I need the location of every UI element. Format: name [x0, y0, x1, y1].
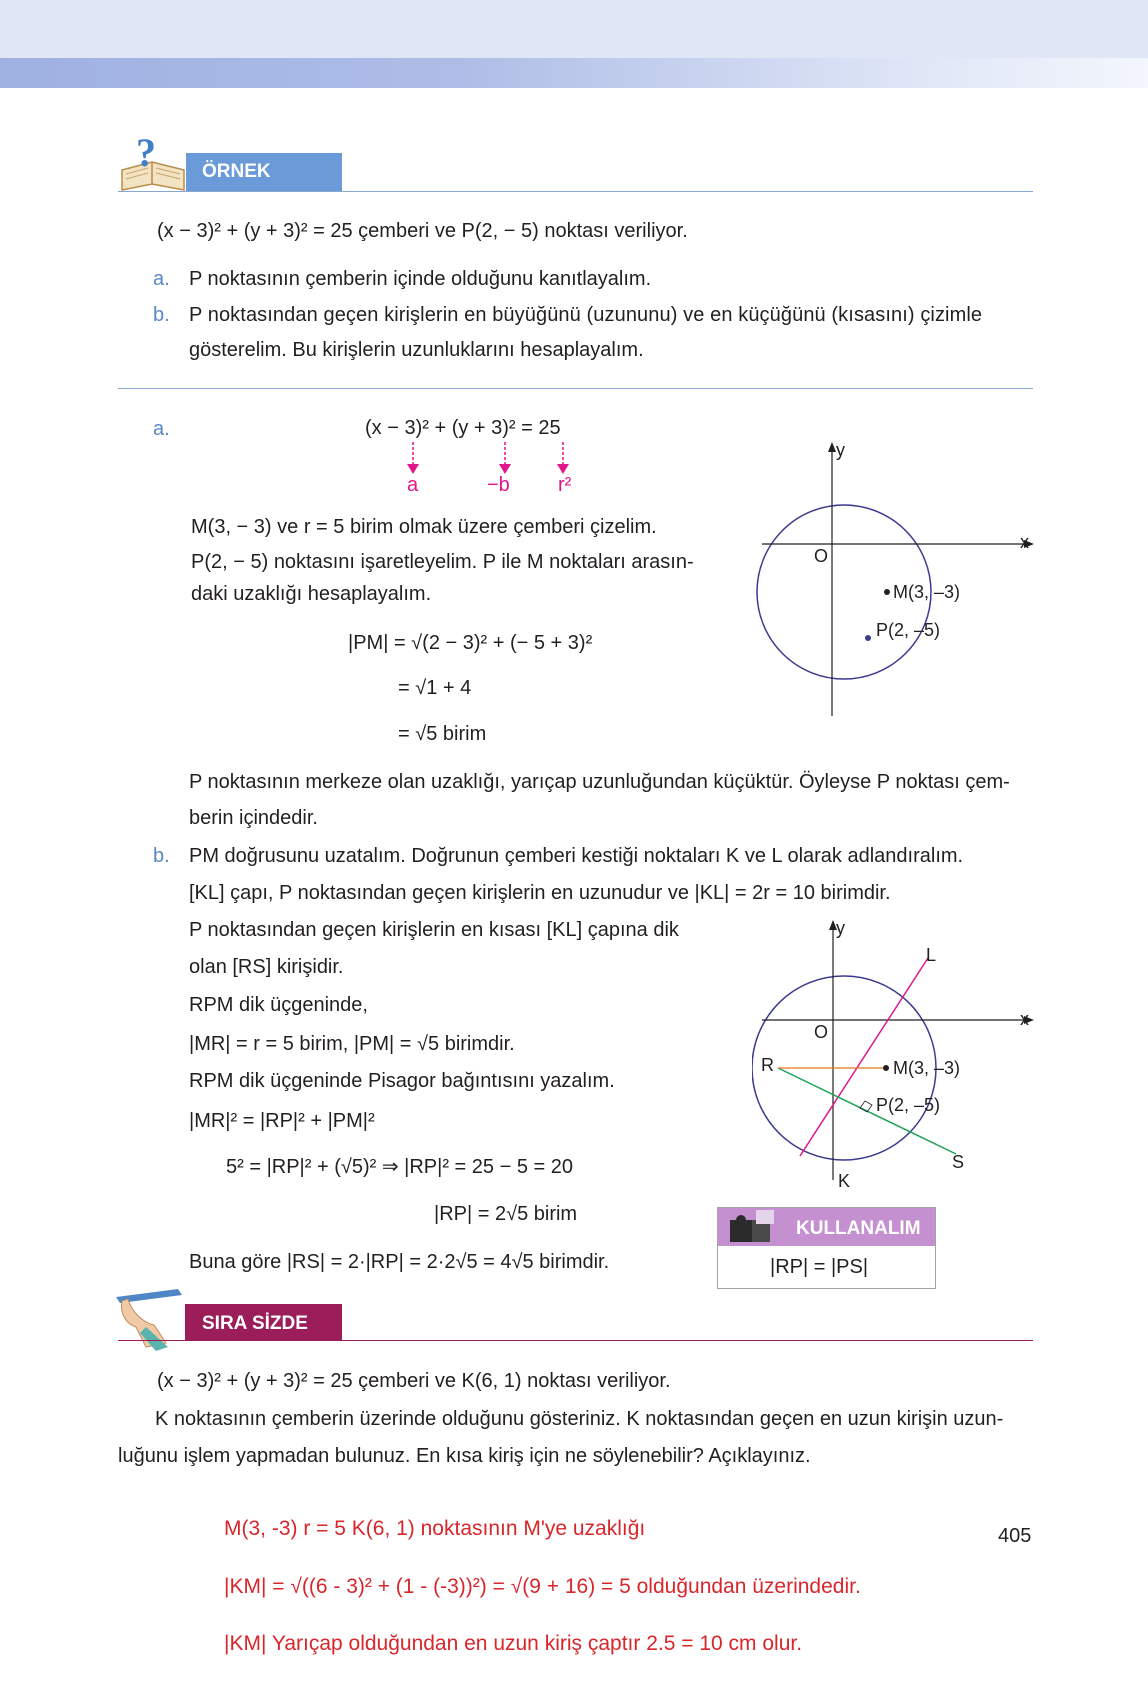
fig-b-k-label: K [838, 1171, 851, 1191]
point-p-a [865, 635, 871, 641]
solution-a-conclusion-1: P noktasının merkeze olan uzaklığı, yarıçap uzunluğundan küçüktür. Öyleyse P noktası çem- [189, 771, 1010, 793]
ornek-label: ÖRNEK [202, 161, 271, 182]
solution-b-line-5: RPM dik üçgeninde, [189, 994, 368, 1016]
solution-b-line-4: olan [RS] kirişidir. [189, 956, 344, 978]
ornek-divider [118, 388, 1033, 389]
fig-a-y-label: y [836, 440, 845, 460]
solution-a-line-2: P(2, − 5) noktasını işaretleyelim. P ile M noktaları arasın- [191, 551, 694, 573]
diameter-kl [867, 918, 980, 966]
svg-text:?: ? [136, 132, 156, 175]
solution-a-line-3: daki uzaklığı hesaplayalım. [191, 583, 432, 605]
fig-a-p-label: P(2, –5) [876, 620, 941, 640]
solution-b-line-1: PM doğrusunu uzatalım. Doğrunun çemberi kestiği noktaları K ve L olarak adlandıralım. [189, 845, 964, 867]
arrow-label-r2: r² [558, 474, 572, 496]
solution-a-equation: (x − 3)² + (y + 3)² = 25 [365, 417, 561, 439]
sira-sizde-line-2: K noktasının çemberin üzerinde olduğunu gösteriniz. K noktasından geçen en uzun kirişin uzun- [155, 1408, 1004, 1430]
equation-arrows [395, 442, 595, 476]
sira-sizde-rule [118, 1340, 1033, 1341]
solution-a-conclusion-2: berin içindedir. [189, 807, 318, 829]
kullanalim-header [718, 1208, 935, 1246]
fig-b-p-label: P(2, –5) [876, 1095, 941, 1115]
solution-b-line-2: [KL] çapı, P noktasından geçen kirişlerin en uzunudur ve |KL| = 2r = 10 birimdir. [189, 882, 891, 904]
kullanalim-formula: |RP| = |PS| [770, 1256, 869, 1278]
figure-a [752, 440, 1052, 720]
fig-b-r-label: R [761, 1055, 774, 1075]
hand-pen-icon [110, 1283, 190, 1353]
ornek-item-a-text: P noktasının çemberin içinde olduğunu kanıtlayalım. [189, 268, 652, 290]
solution-b-line-7: RPM dik üçgeninde Pisagor bağıntısını yazalım. [189, 1070, 615, 1092]
calc-line-3: = √5 birim [398, 723, 487, 745]
fig-b-l-label: L [926, 945, 937, 965]
fig-a-x-label: x [1020, 532, 1029, 552]
point-m-a [884, 589, 890, 595]
header-gradient-bar [0, 58, 1148, 88]
page-number: 405 [998, 1525, 1032, 1547]
sira-sizde-label: SIRA SİZDE [202, 1313, 308, 1334]
solution-b-line-3: P noktasından geçen kirişlerin en kısası [KL] çapına dik [189, 919, 679, 941]
solution-b-line-8: |MR|² = |RP|² + |PM|² [189, 1110, 375, 1132]
calc-line-2: = √1 + 4 [398, 677, 472, 699]
answer-line-2: |KM| = √((6 - 3)² + (1 - (-3))²) = √(9 + 16) = 5 olduğundan üzerindedir. [224, 1575, 861, 1598]
ornek-item-b-text-cont: gösterelim. Bu kirişlerin uzunluklarını hesaplayalım. [189, 339, 644, 361]
solution-b-line-10: |RP| = 2√5 birim [434, 1203, 578, 1225]
ornek-item-b-letter: b. [153, 304, 170, 326]
kullanalim-label: KULLANALIM [796, 1218, 921, 1239]
sira-sizde-line-1: (x − 3)² + (y + 3)² = 25 çemberi ve K(6, 1) noktası veriliyor. [157, 1370, 671, 1392]
fig-a-m-label: M(3, –3) [893, 582, 961, 602]
solution-b-letter: b. [153, 845, 170, 867]
answer-line-3: |KM| Yarıçap olduğundan en uzun kiriş çaptır 2.5 = 10 cm olur. [224, 1632, 803, 1655]
point-m-b [883, 1065, 889, 1071]
solution-a-line-1: M(3, − 3) ve r = 5 birim olmak üzere çemberi çizelim. [191, 516, 657, 538]
ornek-item-b-text: P noktasından geçen kirişlerin en büyüğünü (uzununu) ve en küçüğünü (kısasını) çizimle [189, 304, 983, 326]
answer-line-1: M(3, -3) r = 5 K(6, 1) noktasının M'ye uzaklığı [224, 1517, 646, 1540]
arrow-label-a: a [407, 474, 419, 496]
fig-a-origin-label: O [814, 546, 829, 566]
ornek-rule [118, 191, 1033, 192]
solution-b-line-6: |MR| = r = 5 birim, |PM| = √5 birimdir. [189, 1033, 515, 1055]
fig-b-x-label: x [1020, 1009, 1029, 1029]
diameter-kl-line [800, 958, 928, 1156]
sira-sizde-line-3: luğunu işlem yapmadan bulunuz. En kısa kiriş için ne söylenebilir? Açıklayınız. [118, 1445, 811, 1467]
solution-a-letter: a. [153, 418, 170, 440]
fig-b-y-label: y [836, 918, 845, 938]
arrow-label-b: −b [487, 474, 510, 496]
calc-line-1: |PM| = √(2 − 3)² + (− 5 + 3)² [348, 632, 593, 654]
puzzle-icon [726, 1210, 786, 1244]
ornek-heading [118, 132, 1038, 192]
book-question-icon [118, 132, 188, 196]
ornek-item-a-letter: a. [153, 268, 170, 290]
ornek-question: (x − 3)² + (y + 3)² = 25 çemberi ve P(2, − 5) noktası veriliyor. [157, 220, 688, 242]
kullanalim-box [717, 1207, 936, 1289]
solution-b-line-11: Buna göre |RS| = 2·|RP| = 2·2√5 = 4√5 birimdir. [189, 1251, 610, 1273]
fig-b-m-label: M(3, –3) [893, 1058, 961, 1078]
fig-b-origin-label: O [814, 1022, 829, 1042]
fig-b-s-label: S [952, 1152, 965, 1172]
solution-b-line-9: 5² = |RP|² + (√5)² ⇒ |RP|² = 25 − 5 = 20 [226, 1156, 573, 1178]
header-band [0, 0, 1148, 58]
